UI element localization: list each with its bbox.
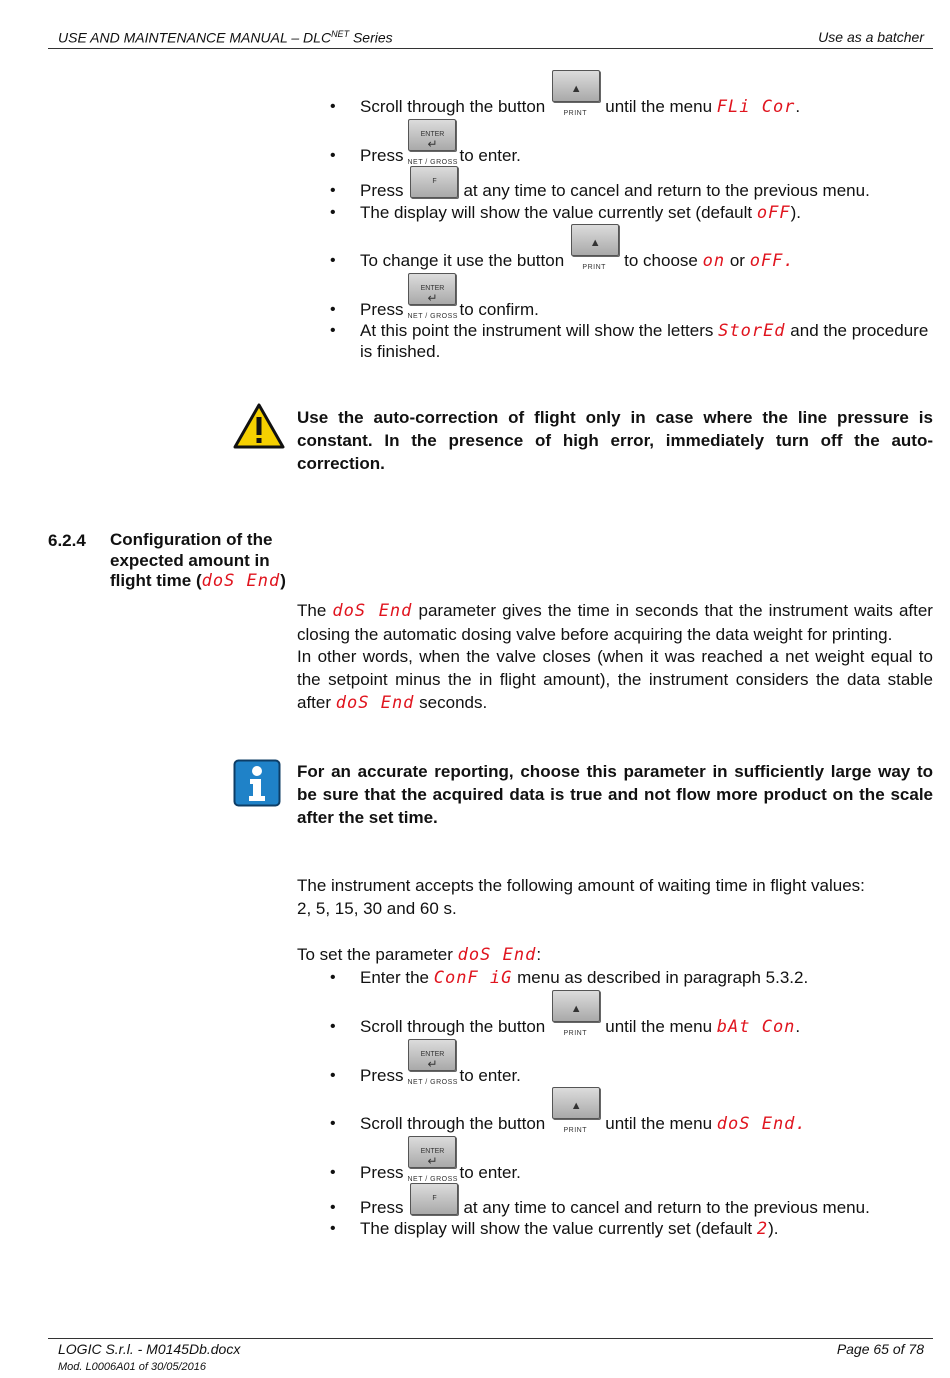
lcd-config: ConF iG [433, 968, 513, 988]
lcd-dos-end: doS End [201, 571, 281, 591]
enter-key-label: ENTER [420, 285, 445, 292]
punctuation: . [795, 97, 801, 116]
list-item-text: Press [360, 1163, 404, 1182]
list-item-text: at any time to cancel and return to the previous menu. [463, 1198, 870, 1217]
info-icon [233, 759, 281, 807]
header-left-suffix: Series [349, 29, 393, 46]
list-item-text: Scroll through the button [360, 97, 546, 116]
section-title-line [110, 571, 286, 592]
body-text: In other words, when the valve closes (when it was reached a net weight equal to the setpoint minus the in flight amount), the instrument considers the data stable after [297, 647, 933, 712]
enter-key-button [408, 1136, 456, 1168]
list-item-text: and the procedure [790, 321, 929, 340]
list-item-text: ). [790, 203, 801, 222]
enter-key-caption: NET / GROSS [407, 313, 458, 320]
list-item-text: The display will show the value currently set (default [360, 1219, 753, 1238]
list-item-text: until the menu [605, 1017, 713, 1036]
print-key-button [552, 70, 600, 102]
values-line: The instrument accepts the following amount of waiting time in flight values: [297, 876, 865, 895]
lcd-option-on: on [702, 251, 726, 271]
print-key [551, 70, 599, 118]
list-item-text: Press [360, 1066, 404, 1085]
list-item-text: ). [768, 1219, 779, 1238]
section-number: 6.2.4 [48, 531, 86, 550]
up-arrow-icon: ▲ [570, 1100, 582, 1112]
print-key [551, 990, 599, 1038]
footer-left: LOGIC S.r.l. - M0145Db.docx [58, 1341, 241, 1357]
section-title-text: ) [280, 571, 286, 590]
body-text: seconds. [419, 693, 488, 712]
f-key-label: F [432, 178, 437, 185]
list-item-text: Enter the [360, 968, 429, 987]
list-item [360, 1087, 807, 1135]
footer-mod: Mod. L0006A01 of 30/05/2016 [58, 1361, 207, 1373]
list-item-text: Press [360, 300, 404, 319]
bullet: • [330, 204, 336, 221]
return-arrow-icon: ↵ [427, 137, 438, 151]
f-key [410, 166, 458, 198]
lcd-dos-end: doS End [457, 945, 537, 965]
list-item [360, 70, 800, 118]
list-item [360, 273, 539, 321]
header-rule [48, 48, 933, 49]
warning-triangle-icon [233, 403, 285, 449]
footer-rule [48, 1338, 933, 1339]
set-param-line [297, 944, 541, 966]
up-arrow-icon: ▲ [570, 1003, 582, 1015]
bullet: • [330, 147, 336, 164]
bullet: • [330, 1115, 336, 1132]
bullet: • [330, 252, 336, 269]
lcd-menu-bat-con: bAt Con [716, 1017, 796, 1037]
print-key-caption: PRINT [582, 264, 606, 271]
enter-key-caption: NET / GROSS [407, 1176, 458, 1183]
list-item-text: to enter. [459, 1066, 521, 1085]
print-key [570, 224, 618, 272]
enter-key-button [408, 273, 456, 305]
body-text: parameter gives the time in seconds that the instrument waits after closing the automatic dosing valve before acquiring the data weight for printing. [297, 601, 933, 644]
bullet: • [330, 322, 336, 339]
lcd-dos-end: doS End [335, 693, 415, 713]
list-item [360, 119, 521, 167]
list-item-text: To change it use the button [360, 251, 565, 270]
list-item [360, 1185, 870, 1219]
list-item-text: at any time to cancel and return to the previous menu. [463, 181, 870, 200]
section-title-line: expected amount in [110, 550, 270, 570]
enter-key-label: ENTER [420, 1051, 445, 1058]
footer-right: Page 65 of 78 [836, 1341, 924, 1357]
enter-key [407, 1039, 458, 1087]
list-item [360, 224, 795, 272]
list-item-text: to choose [624, 251, 698, 270]
bullet: • [330, 1018, 336, 1035]
list-item [360, 967, 808, 989]
lcd-menu-fli-cor: FLi Cor [716, 97, 796, 117]
header-left [58, 29, 393, 46]
enter-key [407, 273, 458, 321]
lcd-dos-end: doS End [332, 601, 413, 621]
enter-key-button [408, 1039, 456, 1071]
list-item-text: menu as described in paragraph 5.3.2. [517, 968, 809, 987]
enter-key-caption: NET / GROSS [407, 159, 458, 166]
bullet: • [330, 301, 336, 318]
bullet: • [330, 1164, 336, 1181]
list-item-text: At this point the instrument will show the letters [360, 321, 714, 340]
body-text: The [297, 601, 327, 620]
punctuation: . [783, 251, 795, 271]
warning-text: Use the auto-correction of flight only in case where the line pressure is constant. In the presence of high error, immediately turn off the auto-correction. [297, 408, 933, 473]
f-key-label: F [432, 1195, 437, 1202]
f-key [410, 1183, 458, 1215]
values-line: 2, 5, 15, 30 and 60 s. [297, 899, 457, 918]
body-paragraph [297, 599, 933, 646]
header-right: Use as a batcher [818, 29, 924, 45]
print-key-button [552, 1087, 600, 1119]
list-item-text: Scroll through the button [360, 1114, 546, 1133]
print-key-button [571, 224, 619, 256]
up-arrow-icon: ▲ [570, 83, 582, 95]
section-title-text: flight time ( [110, 571, 202, 590]
section-title-line: Configuration of the [110, 530, 273, 549]
print-key [551, 1087, 599, 1135]
punctuation: . [795, 1017, 801, 1036]
body-paragraph [297, 645, 933, 715]
list-item [360, 168, 870, 202]
list-item-text: or [729, 251, 745, 270]
print-key-caption: PRINT [563, 1127, 587, 1134]
section-title [110, 530, 286, 592]
bullet: • [330, 182, 336, 199]
enter-key-label: ENTER [420, 131, 445, 138]
list-item-text: Press [360, 181, 404, 200]
info-text: For an accurate reporting, choose this parameter in sufficiently large way to be sure that the acquired data is true and not flow more product on the scale after the set time. [297, 762, 933, 827]
list-item [360, 1039, 521, 1087]
list-item-text: Press [360, 1198, 404, 1217]
enter-key-caption: NET / GROSS [407, 1079, 458, 1086]
body-text: : [536, 945, 542, 964]
header-left-sup: NET [331, 29, 350, 39]
lcd-default-2: 2 [756, 1219, 769, 1239]
list-item-text: until the menu [605, 97, 713, 116]
return-arrow-icon: ↵ [427, 1057, 438, 1071]
list-item [360, 1218, 779, 1240]
print-key-caption: PRINT [563, 110, 587, 117]
lcd-default-off: oFF [756, 203, 791, 223]
punctuation: . [795, 1114, 807, 1134]
bullet: • [330, 969, 336, 986]
list-item-text: The display will show the value currently set (default [360, 203, 753, 222]
list-item-text: Press [360, 146, 404, 165]
lcd-menu-dos-end: doS End [716, 1114, 796, 1134]
list-item-text: to enter. [459, 146, 521, 165]
bullet: • [330, 1199, 336, 1216]
list-item-continuation: is finished. [360, 342, 441, 361]
list-item-text: Scroll through the button [360, 1017, 546, 1036]
print-key-button [552, 990, 600, 1022]
enter-key [407, 1136, 458, 1184]
enter-key [407, 119, 458, 167]
enter-key-button [408, 119, 456, 151]
print-key-caption: PRINT [563, 1030, 587, 1037]
list-item [360, 990, 800, 1038]
body-text: To set the parameter [297, 945, 453, 964]
lcd-option-off: oFF [749, 251, 784, 271]
bullet: • [330, 1220, 336, 1237]
return-arrow-icon: ↵ [427, 1154, 438, 1168]
return-arrow-icon: ↵ [427, 291, 438, 305]
enter-key-label: ENTER [420, 1148, 445, 1155]
list-item [360, 1136, 521, 1184]
bullet: • [330, 1067, 336, 1084]
list-item-text: until the menu [605, 1114, 713, 1133]
up-arrow-icon: ▲ [589, 237, 601, 249]
list-item [360, 320, 928, 342]
list-item [360, 202, 801, 224]
bullet: • [330, 98, 336, 115]
list-item-text: to enter. [459, 1163, 521, 1182]
header-left-prefix: USE AND MAINTENANCE MANUAL – DLC [58, 29, 332, 46]
lcd-stored: StorEd [718, 321, 786, 341]
list-item-text: to confirm. [459, 300, 539, 319]
